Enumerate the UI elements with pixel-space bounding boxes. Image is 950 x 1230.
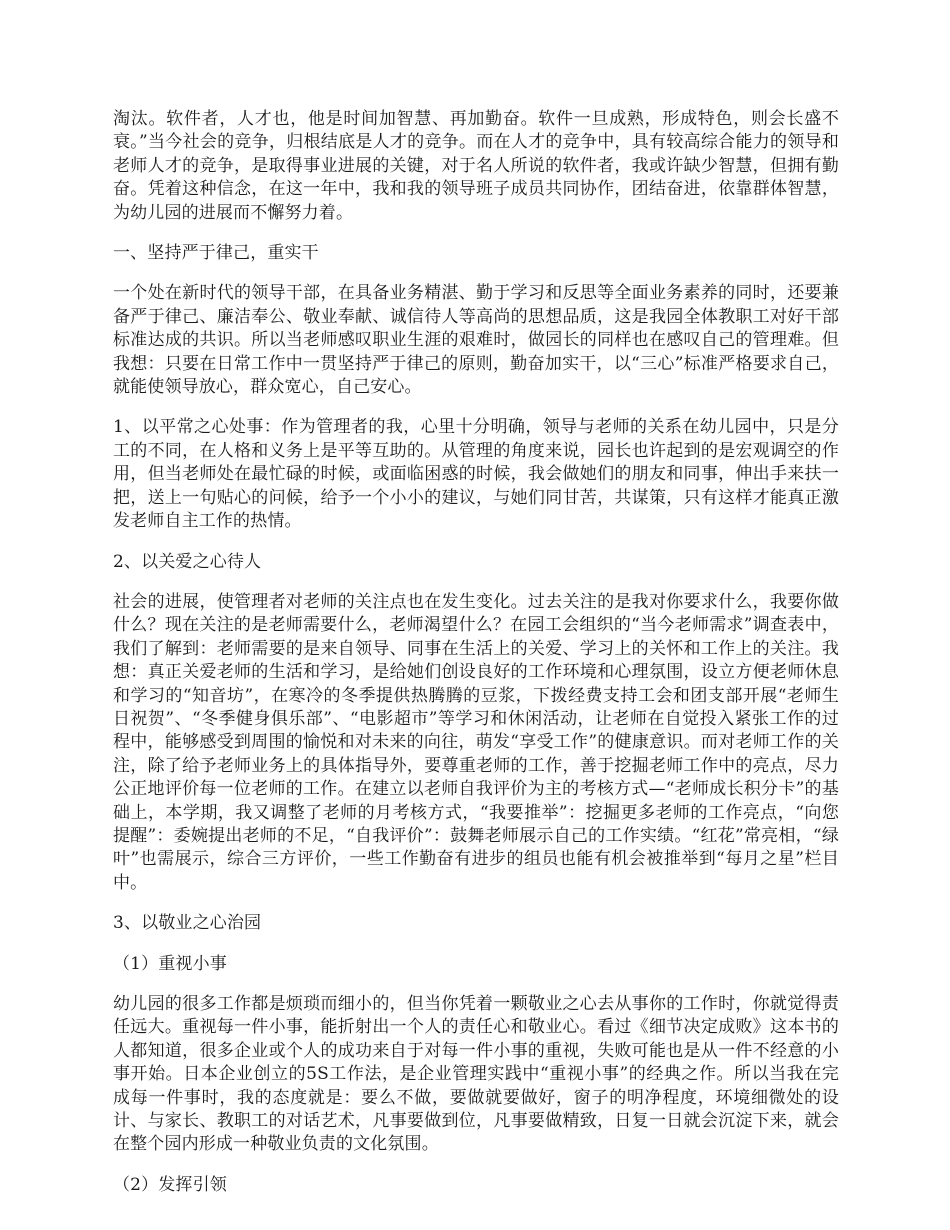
paragraph-self-discipline: 一个处在新时代的领导干部，在具备业务精湛、勤于学习和反思等全面业务素养的同时，还要兼备严于律己、廉洁奉公、敬业奉献、诚信待人等高尚的思想品质，这是我园全体教职工对好干部标准达成的共识。所以当老师感叹职业生涯的艰难时，做园长的同样也在感叹自己的管理难。但我想：只要在日常工作中一贯坚持严于律己的原则，勤奋加实干，以“三心”标准严格要求自己，就能使领导放心，群众宽心，自己安心。: [113, 283, 839, 398]
paragraph-intro: 淘汰。软件者，人才也，他是时间加智慧、再加勤奋。软件一旦成熟，形成特色，则会长盛不衰。”当今社会的竞争，归根结底是人才的竞争。而在人才的竞争中，具有较高综合能力的领导和老师人才的竞争，是取得事业进展的关键，对于名人所说的软件者，我或许缺少智慧，但拥有勤奋。凭着这种信念，在这一年中，我和我的领导班子成员共同协作，团结奋进，依靠群体智慧，为幼儿园的进展而不懈努力着。: [113, 109, 839, 223]
paragraph-ordinary-heart: 1、以平常之心处事：作为管理者的我，心里十分明确，领导与老师的关系在幼儿园中，只是分工的不同，在人格和义务上是平等互助的。从管理的角度来说，园长也许起到的是宏观调空的作用，但当老师处在最忙碌的时候，或面临困惑的时候，我会做她们的朋友和同事，伸出手来扶一把，送上一句贴心的问候，给予一个小小的建议，与她们同甘苦，共谋策，只有这样才能真正激发老师自主工作的热情。: [113, 417, 839, 532]
paragraph-caring-heart: 社会的进展，使管理者对老师的关注点也在发生变化。过去关注的是我对你要求什么，我要你做什么？现在关注的是老师需要什么，老师渴望什么？在园工会组织的“当今老师需求”调查表中，我们了解到：老师需要的是来自领导、同事在生活上的关爱、学习上的关怀和工作上的关注。我想：真正关爱老师的生活和学习，是给她们创设良好的工作环境和心理氛围，设立方便老师休息和学习的“知音坊”，在寒冷的冬季提供热腾腾的豆浆，下拨经费支持工会和团支部开展“老师生日祝贺”、“冬季健身俱乐部”、“电影超市”等学习和休闲活动，让老师在自觉投入紧张工作的过程中，能够感受到周围的愉悦和对未来的向往，萌发“享受工作”的健康意识。而对老师工作的关注，除了给予老师业务上的具体指导外，要尊重老师的工作，善于挖掘老师工作中的亮点，尽力公正地评价每一位老师的工作。在建立以老师自我评价为主的考核方式—“老师成长积分卡”的基础上，本学期，我又调整了老师的月考核方式，“我要推举”：挖掘更多老师的工作亮点，“向您提醒”：委婉提出老师的不足，“自我评价”：鼓舞老师展示自己的工作实绩。“红花”常亮相，“绿叶”也需展示，综合三方评价，一些工作勤奋有进步的组员也能有机会被推举到“每月之星”栏目中。: [113, 591, 839, 893]
paragraph-small-things: 幼儿园的很多工作都是烦琐而细小的，但当你凭着一颗敬业之心去从事你的工作时，你就觉得责任远大。重视每一件小事，能折射出一个人的责任心和敬业心。看过《细节决定成败》这本书的人都知道，很多企业或个人的成功来自于对每一件小事的重视，失败可能也是从一件不经意的小事开始。日本企业创立的5S工作法，是企业管理实践中“重视小事”的经典之作。所以当我在完成每一件事时，我的态度就是：要么不做，要做就要做好，窗子的明净程度，环境细微处的设计、与家长、教职工的对话艺术，凡事要做到位，凡事要做精致，日复一日就会沉淀下来，就会在整个园内形成一种敬业负责的文化氛围。: [113, 994, 839, 1155]
subsection-heading-3-2: （2）发挥引领: [113, 1174, 227, 1195]
subsection-heading-3-1: （1）重视小事: [113, 953, 227, 974]
document-page: [113, 108, 839, 1214]
section-heading-1: 一、坚持严于律己，重实干: [113, 243, 319, 264]
subsection-heading-3: 3、以敬业之心治园: [113, 913, 262, 934]
subsection-heading-2: 2、以关爱之心待人: [113, 551, 262, 572]
